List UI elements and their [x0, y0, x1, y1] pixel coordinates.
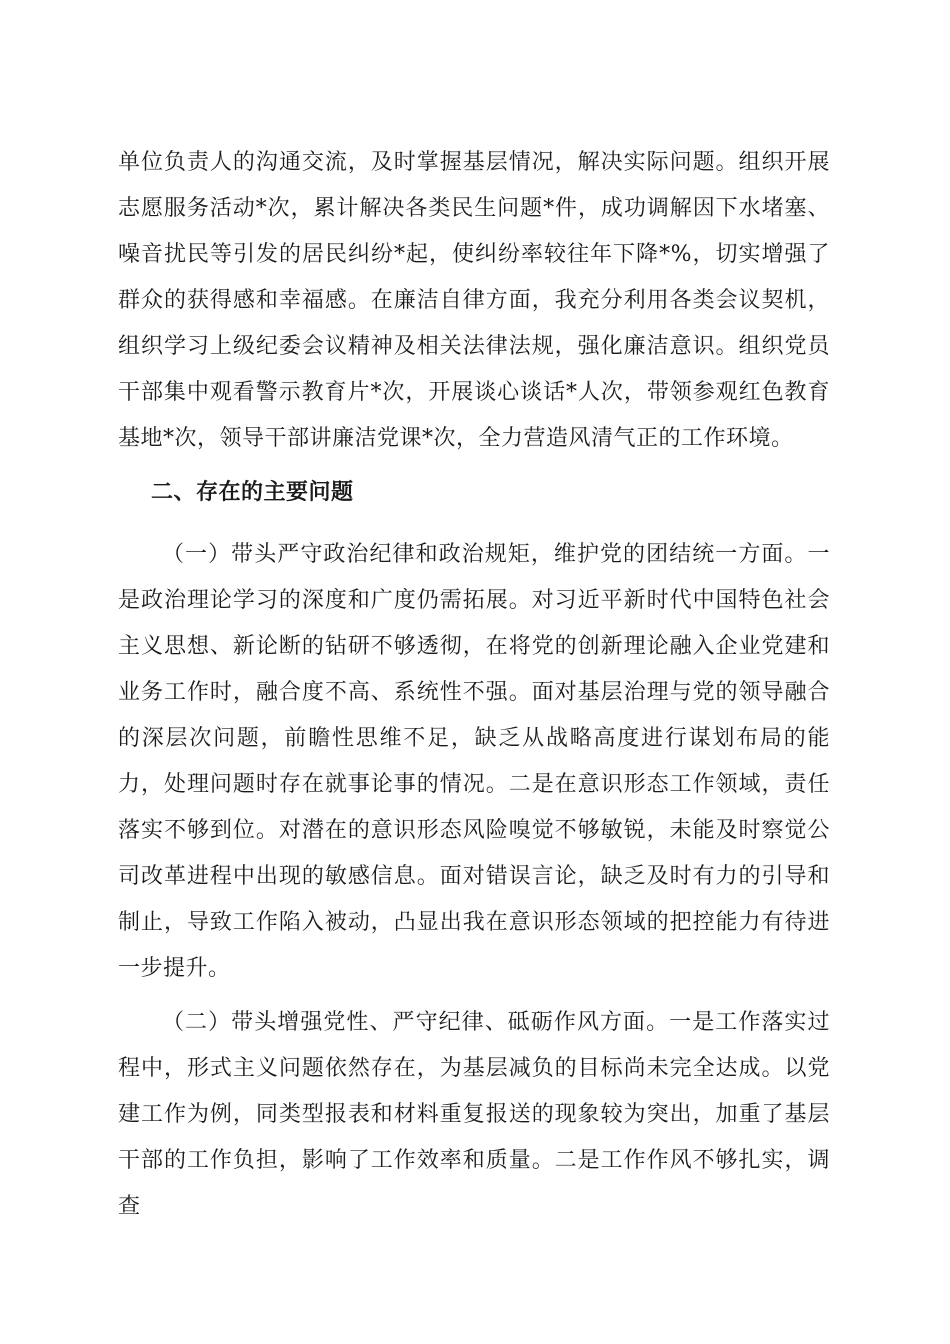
- body-paragraph-2: （一）带头严守政治纪律和政治规矩，维护党的团结统一方面。一是政治理论学习的深度和广度仍需拓展。对习近平新时代中国特色社会主义思想、新论断的钻研不够透彻，在将党的创新理论融入企业党建和业务工作时，融合度不高、系统性不强。面对基层治理与党的领导融合的深层次问题，前瞻性思维不足，缺乏从战略高度进行谋划布局的能力，处理问题时存在就事论事的情况。二是在意识形态工作领域，责任落实不够到位。对潜在的意识形态风险嗅觉不够敏锐，未能及时察觉公司改革进程中出现的敏感信息。面对错误言论，缺乏及时有力的引导和制止，导致工作陷入被动，凸显出我在意识形态领域的把控能力有待进一步提升。: [118, 542, 830, 981]
- body-paragraph-1: 单位负责人的沟通交流，及时掌握基层情况，解决实际问题。组织开展志愿服务活动*次，累计解决各类民生问题*件，成功调解因下水堵塞、噪音扰民等引发的居民纠纷*起，使纠纷率较往年下降*%，切实增强了群众的获得感和幸福感。在廉洁自律方面，我充分利用各类会议契机，组织学习上级纪委会议精神及相关法律法规，强化廉洁意识。组织党员干部集中观看警示教育片*次，开展谈心谈话*人次，带领参观红色教育基地*次，领导干部讲廉洁党课*次，全力营造风清气正的工作环境。: [118, 150, 830, 451]
- section-heading: 二、存在的主要问题: [151, 480, 354, 505]
- body-paragraph-3: （二）带头增强党性、严守纪律、砥砺作风方面。一是工作落实过程中，形式主义问题依然存在，为基层减负的目标尚未完全达成。以党建工作为例，同类型报表和材料重复报送的现象较为突出，加重了基层干部的工作负担，影响了工作效率和质量。二是工作作风不够扎实，调查: [118, 1010, 830, 1219]
